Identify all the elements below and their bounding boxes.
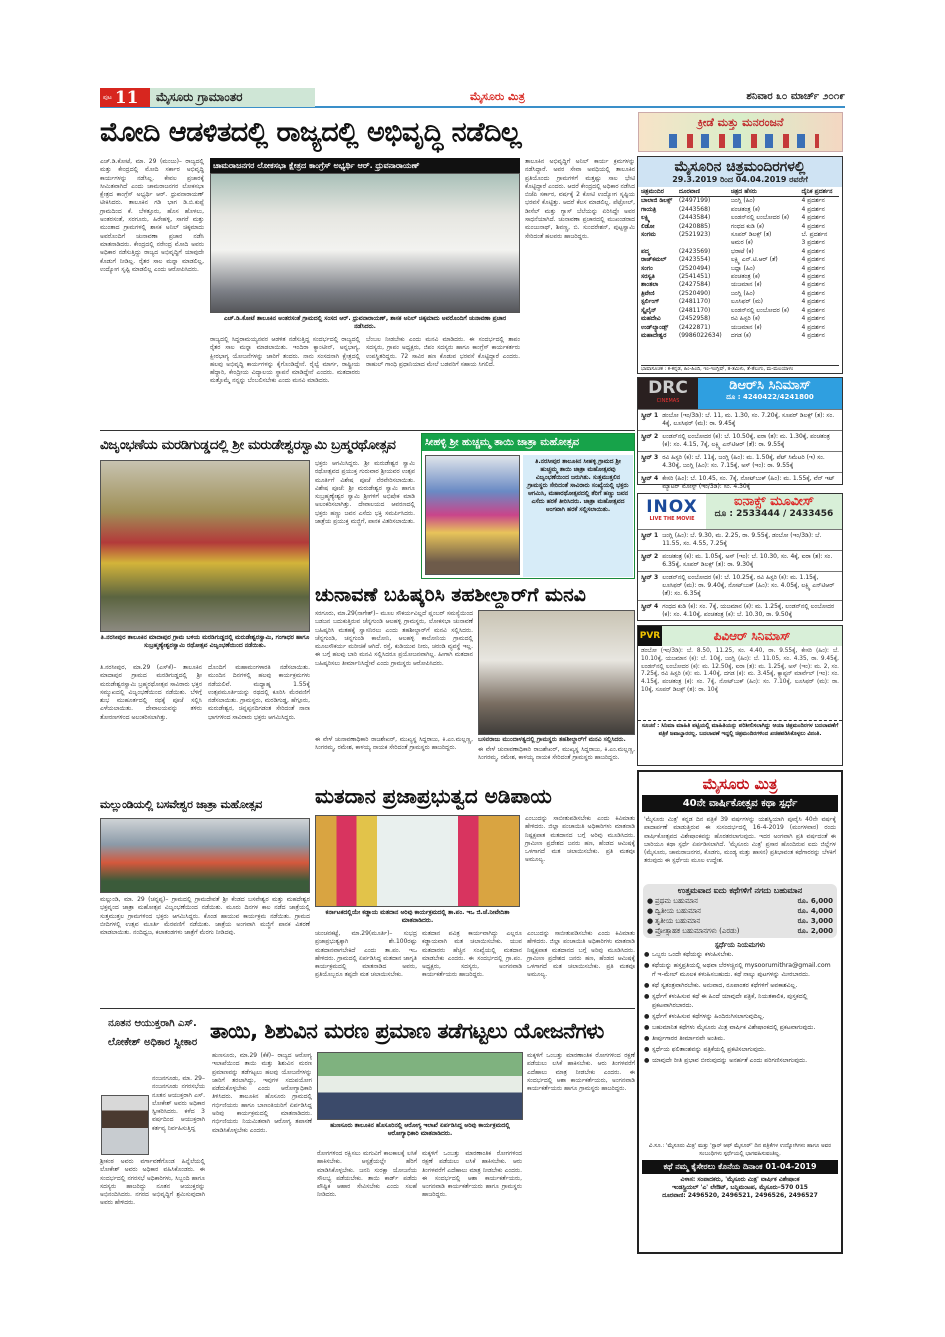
rule-item: [644, 1012, 836, 1021]
theatre-dates: 29.3.2019 ರಿಂದ 04.04.2019 ರವರೆಗೆ: [638, 175, 842, 187]
theatre-phone: (2423554): [678, 256, 711, 264]
bullet-icon: ●: [647, 917, 654, 925]
film-name: ಭರಾಟೆ (ಕ): [730, 247, 754, 255]
show-count: 4 ಪ್ರದರ್ಶನ: [801, 247, 825, 255]
theatre-name: ತ್ರಿವೇಣಿ: [641, 289, 655, 297]
drc-title: ಡಿಆರ್‌ಸಿ ಸಿನಿಮಾಸ್: [729, 378, 811, 393]
story-contest-box: [637, 770, 843, 1254]
voting-side: ಎಂಬುದನ್ನು ಸಾಬೀತುಪಡಿಸಬೇಕು ಎಂದು ಕಿವಿಮಾತು ಹೇಳಿದರು. ಜಿಲ್ಲಾ ಪಂಚಾಯಿತಿ ಅಧಿಕಾರಿಗಳು ಮಾತನಾಡಿ ನಿಷ್ಪಕ್ಷಪಾತ ಮತದಾನದ ಬಗ್ಗೆ ಅರಿವು ಮೂಡಿಸಿದರು. ಗ್ರಾಮೀಣ ಪ್ರದೇಶದ ಜನರು ಹಣ, ಹೆಂಡದ ಆಮಿಷಕ್ಕೆ ಒಳಗಾಗದೆ ಮತ ಚಲಾಯಿಸಬೇಕು. ಪ್ರತಿ ಮತವೂ ಅಮೂಲ್ಯ.: [525, 815, 635, 864]
theatre-row: [641, 248, 839, 256]
show-count: 3 ಪ್ರದರ್ಶನ: [801, 239, 825, 247]
prize-label: ತೃತೀಯ ಬಹುಮಾನ: [655, 917, 701, 925]
show-count: 4 ಪ್ರದರ್ಶನ: [801, 281, 825, 289]
seehalli-box: [421, 433, 635, 579]
divider: [100, 1008, 635, 1009]
address-line: ಇಂಡಸ್ಟ್ರಿಯಲ್ 'ಎ' ಲೇಔಟ್, ಬನ್ನಿಮಂಟಪ, ಮೈಸೂರು–570 015: [672, 1184, 808, 1191]
film-name: ಯಜಮಾನ (ಕ): [730, 281, 762, 289]
pvr-box: [637, 625, 843, 766]
show-count: 4 ಪ್ರದರ್ಶನ: [801, 264, 825, 272]
prize-amount: ರೂ. 6,000: [797, 897, 833, 905]
screen-label: ಸ್ಕ್ರೀನ್ 1: [641, 412, 659, 419]
screen-label: ಸ್ಕ್ರೀನ್ 3: [641, 454, 659, 461]
screen-row: [638, 571, 842, 600]
screen-label: ಸ್ಕ್ರೀನ್ 3: [641, 574, 659, 581]
contest-note: ವಿ.ಸೂ.: 'ಮೈಸೂರು ಮಿತ್ರ' ಮತ್ತು 'ಸ್ಟಾರ್ ಆಫ್ ಮೈಸೂರ್' ದಿನ ಪತ್ರಿಕೆಗಳ ಉದ್ಯೋಗಿಗಳು ಹಾಗೂ ಅವರ ಸಂಬಂಧಿಗಳು ಸ್ಪರ್ಧೆಯಲ್ಲಿ ಭಾಗವಹಿಸುವಂತಿಲ್ಲ.: [648, 1143, 832, 1157]
show-count: 4 ಪ್ರದರ್ಶನ: [801, 214, 825, 222]
boycott-caption: ಬಸವರಾಜು ಮುಂದಾಳತ್ವದಲ್ಲಿ ಗ್ರಾಮಸ್ಥರು ತಹಶೀಲ್ದಾರ್‌ಗೆ ಮನವಿ ಸಲ್ಲಿಸಿದರು.: [478, 736, 626, 743]
bullet-icon: ●: [644, 1057, 650, 1064]
inox-phone: ದೂ : 2533444 / 2433456: [714, 509, 834, 519]
theatre-row: [641, 256, 839, 264]
issue-date: ಶನಿವಾರ ೩೦ ಮಾರ್ಚ್ ೨೦೧೯: [746, 91, 845, 102]
theatre-phone: (2422871): [678, 323, 711, 331]
show-count: 4 ಪ್ರದರ್ಶನ: [801, 197, 825, 205]
page-number-box: [100, 88, 150, 107]
rule-text: ಯಾವುದೇ ರೀತಿ ಪ್ರಭಾವ ಬೀರುವುದನ್ನು ಅನರ್ಹತೆ ಎಂದು ಪರಿಗಣಿಸಲಾಗುವುದು.: [652, 1057, 808, 1064]
bullet-icon: ●: [644, 982, 650, 989]
film-name: ಪಂಚತಂತ್ರ (ಕ): [730, 273, 761, 281]
mallundi-photo: [100, 818, 310, 893]
boycott-body: ಸರಗೂರು, ಮಾ.29(ನಾಗೇಶ್)– ಮೂಲ ಸೌಕರ್ಯವಿಲ್ಲದೆ ಪ್ಲಂಬರ್ ಸಮಸ್ಯೆಯಿಂದ ಬಡಜನ ಬದುಕುತ್ತಿರುವ ಚೆನ್ನಗುಂಡಿ ಆಲಹಳ್ಳಿ ಗ್ರಾಮಸ್ಥರು, ಲೋಕಸಭಾ ಚುನಾವಣೆ ಬಹಿಷ್ಕರಿಸಿ ಮತಹಕ್ಕೆ ಸ್ವಾಸನಿರಲು ಎಂದು ತಹಶೀಲ್ದಾರ್‌ಗೆ ಮನವಿ ಸಲ್ಲಿಸಿದರು. ಚೆನ್ನಗುಂಡಿ, ಚನ್ನಗುಂಡಿ ಕಾಲೋನಿ, ಆಲಹಳ್ಳಿ ಕಾಲೋನಿಯ ಗ್ರಾಮದಲ್ಲಿ ಮೂಲಸೌಕರ್ಯ ಮರೀಚಿಕೆ ಆಗಿದೆ. ರಸ್ತೆ, ಕುಡಿಯುವ ನೀರು, ಚರಂಡಿ ವ್ಯವಸ್ಥೆ ಇಲ್ಲ. ಈ ಬಗ್ಗೆ ಹಲವು ಬಾರಿ ಮನವಿ ಸಲ್ಲಿಸಿದರೂ ಪ್ರಯೋಜನವಾಗಿಲ್ಲ. ಹೀಗಾಗಿ ಮತದಾನ ಬಹಿಷ್ಕರಿಸಲು ತೀರ್ಮಾನಿಸಿದ್ದೇವೆ ಎಂದು ಗ್ರಾಮಸ್ಥರು ಆರೋಪಿಸಿದರು.: [315, 610, 473, 667]
theatre-phone: (2443568): [678, 205, 711, 213]
theatre-name: ಉಡ್‌ಲ್ಯಾಂಡ್ಸ್: [641, 323, 669, 331]
col-phone: ದೂರವಾಣಿ: [678, 188, 700, 195]
inox-header: [638, 494, 842, 529]
theatre-phone: (2427584): [678, 281, 711, 289]
mallundi-headline: ಮಲ್ಲುಂಡಿಯಲ್ಲಿ ಬಸವೇಶ್ವರ ಜಾತ್ರಾ ಮಹೋತ್ಸವ: [100, 798, 262, 811]
pvr-title: ಪಿವಿಆರ್ ಸಿನಿಮಾಸ್: [713, 629, 791, 643]
col-film: ಚಿತ್ರದ ಹೆಸರು: [730, 188, 757, 195]
sports-figures-icon: [669, 134, 819, 148]
theatre-listing: [637, 156, 843, 374]
film-name: ಜಂಗ್ಲಿ (ಹಿಂ): [730, 197, 755, 205]
section-label: ಮೈಸೂರು ಗ್ರಾಮಾಂತರ: [150, 88, 315, 107]
screen-row: [638, 472, 842, 493]
bullet-icon: ●: [647, 907, 654, 915]
inox-logo: [638, 494, 706, 529]
theatre-row: [641, 307, 839, 315]
theatre-phone: (2452958): [678, 315, 711, 323]
rule-text: ಸ್ಪರ್ಧೆಗೆ ಕಳುಹಿಸುವ ಕಥೆಗಳನ್ನು ಹಿಂದಿರುಗಿಸಲಾಗುವುದಿಲ್ಲ.: [652, 1013, 765, 1020]
theatre-name: ಸಂಗಮ: [641, 231, 656, 239]
drc-header: [638, 378, 842, 409]
marudi-body-col2: ದೊಂದಿಗೆ ಮಹಾಮಂಗಳಾರತಿ ನಡೆಸಲಾಯಿತು. ಮುಂದಿನ ದಿನಗಳಲ್ಲಿ ಹಲವು ಕಾರ್ಯಕ್ರಮಗಳು ನಡೆಯಲಿವೆ. ಮಧ್ಯಾಹ್ನ 1.55ಕ್ಕೆ ಉತ್ಸವಮೂರ್ತಿಯನ್ನು ರಥದಲ್ಲಿ ಕೂರಿಸಿ ಮೆರವಣಿಗೆ ನಡೆಸಲಾಯಿತು. ಗ್ರಾಮಸ್ಥರು, ಮರಡಿಗುಡ್ಡ, ಹೆಗ್ಗೂರು, ಮರುಡೇಶ್ವರ, ಚಿನ್ನಪ್ಪನದಿಗಡಂತ ಸೇರಿದಂತೆ ನಾನಾ ಭಾಗಗಳಿಂದ ಸಾವಿರಾರು ಭಕ್ತರು ಆಗಮಿಸಿದ್ದರು.: [208, 664, 310, 721]
theatre-row: [641, 332, 839, 340]
show-count: 4 ಪ್ರದರ್ಶನ: [801, 306, 825, 314]
show-count: 4 ಪ್ರದರ್ಶನ: [801, 323, 825, 331]
prize-amount: ರೂ. 3,000: [797, 917, 833, 925]
mother-body2: ರೋಗಗಳಿಂದ ರಕ್ಷಿಸಲು ಮಗುವಿಗೆ ಕಾಲಕಾಲಕ್ಕೆ ಲಸಿಕೆ ಹಾಕಿಸಬೇಕು. ಆಸ್ಪತ್ರೆಯಲ್ಲೇ ಹೆರಿಗೆ ಮಾಡಿಸಿಕೊಳ್ಳಬೇಕು. ಜನನಿ ಸುರಕ್ಷಾ ಯೋಜನೆಯ ಸೌಲಭ್ಯ ಪಡೆಯಬೇಕು. ತಾಯಿ ಕಾರ್ಡ್ ಪಡೆದು ಪೌಷ್ಟಿಕ ಆಹಾರ ಸೇವಿಸಬೇಕು ಎಂದು ಸಲಹೆ ನೀಡಿದರು.: [317, 1150, 417, 1199]
screen-showtimes: ಲಂಡನ್‌ನಲ್ಲಿ ಲಂಬೋದರ (ಕ): ಬೆ. 10.50ಕ್ಕೆ, ಐರಾ (ತ): ಮ. 1.30ಕ್ಕೆ, ಪಂಚತಂತ್ರ (ಕ): ಸಂ. 4.15, 7ಕ್ಕೆ, ಲಕ್ಷ್ಮಿ ಎನ್‌ಟಿಆರ್ (ತೆ): ರಾ. 9.55ಕ್ಕೆ: [662, 433, 830, 448]
theatre-row: [641, 206, 839, 214]
lead-body-col2: ರಾಜ್ಯದಲ್ಲಿ ಸಿದ್ದರಾಮಯ್ಯನವರ ಆಡಳಿತ ನಡೆಸುತ್ತಿದ್ದ ಸಂದರ್ಭದಲ್ಲಿ ರಾಜ್ಯದಲ್ಲಿ ರೈತರ ಸಾಲ ಮನ್ನಾ ಮಾಡಲಾಯಿತು. ಇಂದಿರಾ ಕ್ಯಾಂಟೀನ್, ಅನ್ನಭಾಗ್ಯ, ಕ್ಷೀರಭಾಗ್ಯ ಯೋಜನೆಗಳನ್ನು ಜಾರಿಗೆ ತಂದರು. ನಾನು ಸಂಸದನಾಗಿ ಕ್ಷೇತ್ರದಲ್ಲಿ ಹಲವು ಅಭಿವೃದ್ಧಿ ಕಾರ್ಯಗಳನ್ನು ಕೈಗೊಂಡಿದ್ದೇನೆ. ರೈಲ್ವೆ ಮಾರ್ಗ, ರಾಷ್ಟ್ರೀಯ ಹೆದ್ದಾರಿ, ಕೇಂದ್ರೀಯ ವಿದ್ಯಾಲಯ ಸ್ಥಾಪನೆ ಮಾಡಿದ್ದೇನೆ ಎಂದರು. ಮತದಾರರು ಮತ್ತೊಮ್ಮೆ ನನ್ನನ್ನು ಬೆಂಬಲಿಸಬೇಕು ಎಂದು ಮನವಿ ಮಾಡಿದರು.: [210, 336, 360, 385]
theatre-name: ಮಹದೇವಿ: [641, 315, 661, 323]
film-name: ಸೂಪರ್ ಡಿಲಕ್ಸ್ (ತ): [730, 231, 772, 239]
theatre-name: ಸ್ಟರ್ಲಿಂಗ್: [641, 298, 660, 306]
boycott-body3: ಈ ವೇಳೆ ಚುನಾವಣಾಧಿಕಾರಿ ರಾಜಶೇಖರ್, ಮುಖ್ಯಸ್ಥ ಸಿದ್ದರಾಜು, ಕಿ.ಎಂ.ಮಲ್ಲಣ್ಣ, ಸಿಂಗರಮ್ಮ, ರಮೇಶ, ಕಾಳಯ್ಯ ನಾಯಕ ಸೇರಿದಂತೆ ಗ್ರಾಮಸ್ಥರು ಹಾಜರಿದ್ದರು.: [478, 746, 635, 762]
banner-title: ಕ್ರೀಡೆ ಮತ್ತು ಮನರಂಜನೆ: [697, 116, 784, 129]
mother-body3: ಮಕ್ಕಳಿಗೆ ಒಂಬತ್ತು ಮಾರಣಾಂತಿಕ ರೋಗಗಳಿಂದ ರಕ್ಷಣೆ ಪಡೆಯಲು ಲಸಿಕೆ ಹಾಕಿಸಬೇಕು. ಆರು ತಿಂಗಳವರೆಗೆ ಎದೆಹಾಲು ಮಾತ್ರ ನೀಡಬೇಕು ಎಂದರು. ಈ ಸಂದರ್ಭದಲ್ಲಿ ಆಶಾ ಕಾರ್ಯಕರ್ತೆಯರು, ಅಂಗನವಾಡಿ ಕಾರ್ಯಕರ್ತೆಯರು ಹಾಗೂ ಗ್ರಾಮಸ್ಥರು ಹಾಜರಿದ್ದರು.: [527, 1052, 635, 1093]
prize-label: ಪ್ರೋತ್ಸಾಹಕ ಬಹುಮಾನಗಳು (ಎರಡು): [655, 927, 740, 935]
show-count: 4 ಪ್ರದರ್ಶನ: [801, 315, 825, 323]
inox-box: [637, 493, 843, 621]
theatre-phone: (2520494): [678, 264, 711, 272]
mother-caption: ಹುಣಸೂರು ತಾಲೂಕಿನ ಹೊಸೂರಿನಲ್ಲಿ ಆರೋಗ್ಯ ಇಲಾಖೆ ಏರ್ಪಡಿಸಿದ್ದ ಅರಿವು ಕಾರ್ಯಕ್ರಮದಲ್ಲಿ ಆರೋಗ್ಯಾಧಿಕಾರಿ ಮಾತನಾಡಿದರು.: [330, 1122, 510, 1137]
theatre-name: ಮಹಾದೇಶ್ವರ: [641, 331, 667, 339]
theatre-name: ಲಕ್ಷ್ಮಿ: [641, 214, 650, 222]
screen-row: [638, 529, 842, 550]
theatre-row: [641, 231, 839, 239]
film-name: ಪಂಚತಂತ್ರ (ಕ): [730, 205, 761, 213]
theatre-name: ಶಾಂತಲಾ: [641, 281, 659, 289]
screen-showtimes: ಕೇಸರಿ (ಹಿಂ): ಬೆ. 10.45, ಸಂ. 7ಕ್ಕೆ, ನೋಟ್‌ಬುಕ್ (ಹಿಂ): ಮ. 1.55ಕ್ಕೆ, ವೆನ್ ಇಟ್ ಮ್ಯಾಟರ್ ಮೋಸ್ಟ್ (ಇಂ/3ಡಿ): ಸಂ. 4.30ಕ್ಕೆ: [662, 475, 835, 490]
screen-label: ಸ್ಕ್ರೀನ್ 2: [641, 433, 659, 440]
theatre-name: ಲಿಡೋ: [641, 222, 655, 230]
mother-headline: ತಾಯಿ, ಶಿಶುವಿನ ಮರಣ ಪ್ರಮಾಣ ತಡೆಗಟ್ಟಲು ಯೋಜನೆಗಳು: [210, 1019, 604, 1043]
film-name: ಲಂಡನ್‌ನಲ್ಲಿ ಲಂಬೋದರ (ಕ): [730, 214, 790, 222]
theatre-row: [641, 223, 839, 231]
screen-label: ಸ್ಕ್ರೀನ್ 4: [641, 603, 659, 610]
pvr-showtimes: ಡಂಬೋ (ಇಂ/3ಡಿ): ಬೆ. 8.50, 11.25, ಸಂ. 4.40, ರಾ. 9.55ಕ್ಕೆ, ಕೇಸರಿ (ಹಿಂ): ಬೆ. 10.10ಕ್ಕೆ, ಯಜಮಾನ (ಕ): ಬೆ. 10ಕ್ಕೆ, ಜಂಗ್ಲಿ (ಹಿಂ): ಬೆ. 11.05, ಸಂ. 4.35, ರಾ. 9.45ಕ್ಕೆ, ಲಂಡನ್‌ನಲ್ಲಿ ಲಂಬೋದರ (ಕ): ಮ. 12.50ಕ್ಕೆ, ಐರಾ (ತ): ಮ. 1.25ಕ್ಕೆ, ಅಸ್ (ಇಂ): ಮ. 2, ಸಂ. 7.25ಕ್ಕೆ, ರವಿ ಹಿಸ್ಟರಿ (ಕ): ಮ. 1.40ಕ್ಕೆ, ದಗಡ (ಕ): ಮ. 3.45ಕ್ಕೆ, ಕ್ಯಾಪ್ಟನ್ ಮಾರ್ವೆಲ್ (ಇಂ): ಸಂ. 4.15ಕ್ಕೆ, ಪಂಚತಂತ್ರ (ಕ): ಸಂ. 7ಕ್ಕೆ, ನೋಟ್‌ಬುಕ್ (ಹಿಂ): ಸಂ. 7.10ಕ್ಕೆ, ಲೂಸಿಫರ್ (ಮ): ರಾ. 10ಕ್ಕೆ, ಸೂಪರ್ ಡಿಲಕ್ಸ್ (ತ): ರಾ. 10ಕ್ಕೆ: [641, 648, 839, 693]
voting-body1: ಚುಂಚನಕಟ್ಟೆ, ಮಾ.29(ಮೂರ್ತಿ)– ಸುಭದ್ರ ಪ್ರಜಾಪ್ರಭುತ್ವಕ್ಕಾಗಿ ಶೇ.100ರಷ್ಟು ಮತದಾನವಾಗಬೇಕಿದೆ ಎಂದು ತಾ.ಪಂ. ಇಒ ಹೇಳಿದರು. ಗ್ರಾಮದಲ್ಲಿ ಏರ್ಪಡಿಸಿದ್ದ ಮತದಾನ ಜಾಗೃತಿ ಕಾರ್ಯಕ್ರಮದಲ್ಲಿ ಮಾತನಾಡಿದ ಅವರು, ಪ್ರತಿಯೊಬ್ಬರೂ ತಪ್ಪದೇ ಮತ ಚಲಾಯಿಸಬೇಕು.: [315, 930, 417, 979]
theatre-legend: ಭಾಷಾಸೂಚಕ : ಕ-ಕನ್ನಡ, ಹಿಂ-ಹಿಂದಿ, ಇಂ-ಇಂಗ್ಲಿಷ್, ತ-ತಮಿಳು, ತೆ-ತೆಲುಗು, ಮ-ಮಲಯಾಳಂ: [641, 365, 839, 372]
theatre-phone: (2541451): [678, 273, 711, 281]
voting-body3: ಎಂಬುದನ್ನು ಸಾಬೀತುಪಡಿಸಬೇಕು ಎಂದು ಕಿವಿಮಾತು ಹೇಳಿದರು. ಜಿಲ್ಲಾ ಪಂಚಾಯಿತಿ ಅಧಿಕಾರಿಗಳು ಮಾತನಾಡಿ ನಿಷ್ಪಕ್ಷಪಾತ ಮತದಾನದ ಬಗ್ಗೆ ಅರಿವು ಮೂಡಿಸಿದರು. ಗ್ರಾಮೀಣ ಪ್ರದೇಶದ ಜನರು ಹಣ, ಹೆಂಡದ ಆಮಿಷಕ್ಕೆ ಒಳಗಾಗದೆ ಮತ ಚಲಾಯಿಸಬೇಕು. ಪ್ರತಿ ಮತವೂ ಅಮೂಲ್ಯ.: [527, 930, 635, 979]
rule-item: [644, 950, 836, 959]
prize-row: [647, 916, 833, 926]
col-theatre: ಚಿತ್ರಮಂದಿರ: [641, 188, 664, 195]
rule-text: ಒಬ್ಬರು ಒಂದೇ ಕಥೆಯನ್ನು ಕಳುಹಿಸಬೇಕು.: [652, 951, 734, 958]
drc-logo: [638, 378, 698, 409]
divider: [100, 430, 635, 431]
rule-item: [644, 981, 836, 990]
screen-showtimes: ಲಂಡನ್‌ನಲ್ಲಿ ಲಂಬೋದರ (ಕ): ಬೆ. 10.25ಕ್ಕೆ, ರವಿ ಹಿಸ್ಟರಿ (ಕ): ಮ. 1.15ಕ್ಕೆ, ಲೂಸಿಫರ್ (ಮ): ರಾ. 9.40ಕ್ಕೆ, ನೋಟ್‌ಬುಕ್ (ಹಿಂ): ಸಂ. 4.05ಕ್ಕೆ, ಲಕ್ಷ್ಮಿ ಎನ್‌ಟಿಆರ್ (ತೆ): ಸಂ. 6.35ಕ್ಕೆ: [662, 574, 835, 597]
show-count: ಬೆ. ಪ್ರದರ್ಶನ: [801, 231, 828, 239]
bullet-icon: ●: [644, 1035, 650, 1042]
screen-showtimes: ಗಂಧದ ಕುಡಿ (ಕ): ಸಂ. 7ಕ್ಕೆ, ಯಜಮಾನ (ಕ): ಮ. 1.25ಕ್ಕೆ, ಲಂಡನ್‌ನಲ್ಲಿ ಲಂಬೋದರ (ಕ): ಸಂ. 4.10ಕ್ಕೆ, ಪಂಚತಂತ್ರ (ಕ): ಬೆ. 10.30, ರಾ. 9.50ಕ್ಕೆ: [662, 603, 835, 618]
screen-row: [638, 451, 842, 472]
marudi-photo: [100, 460, 310, 632]
theatre-phone: (2521923): [678, 231, 711, 239]
pvr-header: [638, 626, 842, 646]
screen-label: ಸ್ಕ್ರೀನ್ 2: [641, 553, 659, 560]
commissioner-body2: ಶ್ರೀಕಂಠ ಅವರು ವರ್ಗಾವಣೆಗೊಂಡ ಹಿನ್ನೆಲೆಯಲ್ಲಿ ಲೋಕೇಶ್ ಅವರು ಅಧಿಕಾರ ವಹಿಸಿಕೊಂಡರು. ಈ ಸಂದರ್ಭದಲ್ಲಿ ನಗರಸಭೆ ಅಧಿಕಾರಿಗಳು, ಸಿಬ್ಬಂದಿ ಹಾಗೂ ಸದಸ್ಯರು ಹಾಜರಿದ್ದು ನೂತನ ಆಯುಕ್ತರನ್ನು ಅಭಿನಂದಿಸಿದರು. ನಗರದ ಅಭಿವೃದ್ಧಿಗೆ ಶ್ರಮಿಸುವುದಾಗಿ ಅವರು ಹೇಳಿದರು.: [100, 1158, 205, 1207]
inox-logo-text: INOX: [646, 497, 698, 517]
theatre-phone: (2420885): [678, 222, 711, 230]
inox-title: ಐನಾಕ್ಸ್ ಮೂವೀಸ್: [734, 494, 814, 509]
drc-logo-text: DRC: [648, 378, 688, 398]
screen-label: ಸ್ಕ್ರೀನ್ 4: [641, 475, 659, 482]
voting-headline: ಮತದಾನ ಪ್ರಜಾಪ್ರಭುತ್ವದ ಅಡಿಪಾಯ: [315, 784, 552, 808]
lead-photo: [210, 173, 520, 313]
theatre-name: [641, 239, 679, 247]
bullet-icon: ●: [644, 993, 650, 1000]
prize-amount: ರೂ. 2,000: [797, 927, 833, 935]
theatre-name: ಬಾಲಾಜಿ ಡಿಲಕ್ಸ್: [641, 197, 673, 205]
show-count: 4 ಪ್ರದರ್ಶನ: [801, 256, 825, 264]
address-line: ವಿಳಾಸ: ಸಂಪಾದಕರು, 'ಮೈಸೂರು ಮಿತ್ರ' ವಾರ್ಷಿಕ ವಿಶೇಷಾಂಕ: [680, 1176, 800, 1183]
show-count: 4 ಪ್ರದರ್ಶನ: [801, 298, 825, 306]
theatre-row: [641, 239, 839, 247]
rule-text: ತೀರ್ಪುಗಾರರ ತೀರ್ಮಾನವೇ ಅಂತಿಮ.: [652, 1035, 726, 1042]
voting-caption: ಕರ್ನಾಟಕದಲ್ಲಿಯೇ ಕಡ್ಡಾಯ ಮತದಾನ ಅರಿವು ಕಾರ್ಯಕ್ರಮದಲ್ಲಿ ತಾ.ಪಂ. ಇಒ ಜಿ.ಜೆ.ನೀವೇದಿತಾ ಮಾತನಾಡಿದರು.: [325, 909, 510, 924]
lead-body-col4: ಬೆಂಬಲ ನೀಡಬೇಕು ಎಂದು ಮನವಿ ಮಾಡಿದರು. ಈ ಸಂದರ್ಭದಲ್ಲಿ ತಾಪಂ ಸದಸ್ಯರು, ಗ್ರಾಪಂ ಅಧ್ಯಕ್ಷರು, ಜಿಪಂ ಸದಸ್ಯರು ಹಾಗೂ ಕಾಂಗ್ರೆಸ್ ಕಾರ್ಯಕರ್ತರು ಉಪಸ್ಥಿತರಿದ್ದರು. 72 ಸಾವಿರ ಹಣ ಕೊಡುವ ಭರವಸೆ ಕೊಟ್ಟಿದ್ದಾರೆ ಎಂದರು. ರಾಹುಲ್ ಗಾಂಧಿ ಪ್ರಧಾನಿಯಾದ ಮೇಲೆ ಬಡವರಿಗೆ ಸಹಾಯ ಸಿಗಲಿದೆ.: [366, 336, 520, 368]
rule-item: [644, 1056, 836, 1065]
film-name: ಲಂಡನ್‌ನಲ್ಲಿ ಲಂಬೋದರ (ಕ): [730, 306, 790, 314]
col-shows: ದೈನಿಕ ಪ್ರದರ್ಶನ: [801, 188, 833, 195]
pvr-logo: PVR: [638, 626, 662, 646]
bullet-icon: ●: [647, 927, 654, 935]
drc-phone: ದೂ : 4240422/4241800: [726, 393, 814, 401]
film-name: ಗಂಧದ ಕುಡಿ (ಕ): [730, 222, 765, 230]
seehalli-photo: [425, 455, 520, 575]
theatre-row: [641, 290, 839, 298]
bullet-icon: ●: [644, 1024, 650, 1031]
theatre-phone: (2497199): [678, 197, 711, 205]
lead-body-col1: ಎಚ್.ಡಿ.ಕೋಟೆ, ಮಾ. 29 (ಮಂಜು)– ರಾಜ್ಯದಲ್ಲಿ ಮತ್ತು ಕೇಂದ್ರದಲ್ಲಿ ಮೋದಿ ಸರ್ಕಾರ ಅಭಿವೃದ್ಧಿ ಕಾರ್ಯಗಳನ್ನು ನಡೆಸಿಲ್ಲ. ಕೇವಲ ಪ್ರಚಾರಕ್ಕೆ ಸೀಮಿತವಾಗಿದೆ ಎಂದು ಚಾಮರಾಜನಗರ ಲೋಕಸಭಾ ಕ್ಷೇತ್ರದ ಕಾಂಗ್ರೆಸ್ ಅಭ್ಯರ್ಥಿ ಆರ್. ಧ್ರುವನಾರಾಯಣ್ ಟೀಕಿಸಿದರು. ತಾಲೂಕಿನ ಗಡಿ ಭಾಗ ಡಿ.ಬಿ.ಕುಪ್ಪೆ ಗ್ರಾಮದಿಂದ ಕೆ. ಬೆಳತ್ತೂರು, ಹೊಸ ಹೊಳಲು, ಅಂತರಸಂತೆ, ಸರಗೂರು, ಹಿರೇಹಳ್ಳಿ, ಸಾಗರೆ ಮತ್ತು ಮುಂತಾದ ಗ್ರಾಮಗಳಲ್ಲಿ ಶಾಸಕ ಅನಿಲ್ ಚಿಕ್ಕಮಾದು ಅವರೊಂದಿಗೆ ಚುನಾವಣಾ ಪ್ರಚಾರ ನಡೆಸಿ ಮಾತನಾಡಿದರು. ಕೇಂದ್ರದಲ್ಲಿ ನರೇಂದ್ರ ಮೋದಿ ಅವರು ಅಧಿಕಾರ ನಡೆಸುತ್ತಿದ್ದು ರಾಜ್ಯದ ಅಭಿವೃದ್ಧಿಗೆ ಯಾವುದೇ ಕೊಡುಗೆ ನೀಡಿಲ್ಲ. ರೈತರ ಸಾಲ ಮನ್ನಾ ಮಾಡಲಿಲ್ಲ, ಉದ್ಯೋಗ ಸೃಷ್ಟಿ ಮಾಡಲಿಲ್ಲ ಎಂದು ಆರೋಪಿಸಿದರು.: [100, 158, 204, 273]
drc-cinemas-box: [637, 377, 843, 490]
theatre-title: ಮೈಸೂರಿನ ಚಿತ್ರಮಂದಿರಗಳಲ್ಲಿ: [638, 157, 842, 175]
theatre-name: ಪದ್ಮ: [641, 247, 650, 255]
seehalli-headline: ಸೀಹಳ್ಳಿ ಶ್ರೀ ಹುಚ್ಚಮ್ಮ ತಾಯಿ ಜಾತ್ರಾ ಮಹೋತ್ಸವ: [422, 434, 634, 451]
rule-text: ಬಹುಮಾನಿತ ಕಥೆಗಳು ಮೈಸೂರು ಮಿತ್ರ ವಾರ್ಷಿಕ ವಿಶೇಷಾಂಕದಲ್ಲಿ ಪ್ರಕಟವಾಗುವುದು.: [652, 1024, 816, 1031]
masthead: ಮೈಸೂರು ಮಿತ್ರ: [470, 90, 525, 103]
theatre-row: [641, 214, 839, 222]
screen-showtimes: ಪಂಚತಂತ್ರ (ಕ): ಮ. 1.05ಕ್ಕೆ, ಅಸ್ (ಇಂ): ಬೆ. 10.30, ಸಂ. 4ಕ್ಕೆ, ಐರಾ (ತ): ಸಂ. 6.35ಕ್ಕೆ, ಸೂಪರ್ ಡಿಲಕ್ಸ್ (ತ): ರಾ. 9.30ಕ್ಕೆ: [662, 553, 833, 568]
voting-photo: [315, 815, 520, 907]
show-count: 4 ಪ್ರದರ್ಶನ: [801, 222, 825, 230]
contest-deadline: ಕಥೆ ನಮ್ಮ ಕೈಸೇರಲು ಕೊನೆಯ ದಿನಾಂಕ 01-04-2019: [642, 1160, 838, 1174]
screen-row: [638, 550, 842, 571]
theatre-phone: (9986022634): [678, 331, 722, 339]
bullet-icon: ●: [644, 1046, 650, 1053]
film-name: ದಗಡ (ಕ): [730, 331, 752, 339]
theatre-name: ಸರಸ್ವತಿ: [641, 273, 655, 281]
rule-text: ಸ್ಪರ್ಧೆಗೆ ಕಳುಹಿಸುವ ಕಥೆ ಈ ಹಿಂದೆ ಯಾವುದೇ ಪತ್ರಿಕೆ, ನಿಯತಕಾಲಿಕ, ಪುಸ್ತಕದಲ್ಲಿ ಪ್ರಕಟವಾಗಿರಬಾರದು.: [652, 993, 808, 1009]
contest-title: 40ನೇ ವಾರ್ಷಿಕೋತ್ಸವ ಕಥಾ ಸ್ಪರ್ಧೆ: [642, 795, 838, 812]
screen-row: [638, 409, 842, 430]
prize-title: ಉತ್ತಮವಾದ ಐದು ಕಥೆಗಳಿಗೆ ನಗದು ಬಹುಮಾನ: [677, 886, 803, 895]
show-count: 4 ಪ್ರದರ್ಶನ: [801, 205, 825, 213]
rule-text: ಸ್ಪರ್ಧೆಯ ಫಲಿತಾಂಶವನ್ನು ಪತ್ರಿಕೆಯಲ್ಲಿ ಪ್ರಕಟಿಸಲಾಗುವುದು.: [652, 1046, 766, 1053]
address-line: ದೂರವಾಣಿ: 2496520, 2496521, 2496526, 2496527: [662, 1192, 818, 1199]
theatre-phone: (2481170): [678, 306, 711, 314]
show-count: 4 ಪ್ರದರ್ಶನ: [801, 331, 825, 339]
prize-row: [647, 906, 833, 916]
film-name: ಲಕ್ಷ್ಮಿ ಎನ್.ಟಿ.ಆರ್ (ತೆ): [730, 256, 778, 264]
show-count: 4 ಪ್ರದರ್ಶನ: [801, 273, 825, 281]
seehalli-text: ತಿ.ನರಸೀಪುರ ತಾಲೂಕಿನ ಸೀಹಳ್ಳಿ ಗ್ರಾಮದ ಶ್ರೀ ಹುಚ್ಚಮ್ಮ ತಾಯಿ ಜಾತ್ರಾ ಮಹೋತ್ಸವವು ವಿಜೃಂಭಣೆಯಿಂದ ಜರುಗಿತು. ಸುತ್ತಮುತ್ತಲಿನ ಗ್ರಾಮಸ್ಥರು ಸೇರಿದಂತೆ ಸಾವಿರಾರು ಸಂಖ್ಯೆಯಲ್ಲಿ ಭಕ್ತರು ಆಗಮಿಸಿ, ಮಹಾರಥೋತ್ಸವದಲ್ಲಿ ತೆರಿಗೆ ಹಣ್ಣು ಜವನ ಎಸೆದು ಹರಕೆ ತೀರಿಸಿದರು. ಜಾತ್ರಾ ಮಹೋತ್ಸವದ ಅಂಗವಾಗಿ ಹರಕೆ ಸಲ್ಲಿಸಲಾಯಿತು.: [523, 455, 633, 577]
commissioner-portrait: [101, 1095, 149, 1155]
page-label: ಪುಟ: [103, 93, 112, 101]
prize-label: ದ್ವಿತೀಯ ಬಹುಮಾನ: [655, 907, 702, 915]
contest-intro: 'ಮೈಸೂರು ಮಿತ್ರ' ಕನ್ನಡ ದಿನ ಪತ್ರಿಕೆ 39 ವರ್ಷಗಳನ್ನು ಯಶಸ್ವಿಯಾಗಿ ಪೂರೈಸಿ 40ನೇ ವರ್ಷಕ್ಕೆ ಪಾದಾರ್ಪಣೆ ಮಾಡುತ್ತಿರುವ ಈ ಸುಸಂದರ್ಭದಲ್ಲಿ 16-4-2019 (ಮಂಗಳವಾರ) ರಂದು ವಾರ್ಷಿಕೋತ್ಸವದ ವಿಶೇಷಾಂಕವನ್ನು ಹೊರತರಲಾಗುವುದು. ಇದರ ಅಂಗವಾಗಿ ಪ್ರತಿ ವರ್ಷದಂತೆ ಈ ಬಾರಿಯೂ ಕಥಾ ಸ್ಪರ್ಧೆ ಏರ್ಪಡಿಸಲಾಗಿದೆ. 'ಮೈಸೂರು ಮಿತ್ರ' ಪ್ರಸಾರ ಹೊಂದಿರುವ ಐದು ಜಿಲ್ಲೆಗಳ (ಮೈಸೂರು, ಚಾಮರಾಜನಗರ, ಕೊಡಗು, ಮಂಡ್ಯ ಮತ್ತು ಹಾಸನ) ಪ್ರತಿಭಾವಂತ ಕಥೆಗಾರರನ್ನು ಬೆಳಕಿಗೆ ತರುವುದು ಈ ಸ್ಪರ್ಧೆಯ ಮೂಲ ಉದ್ದೇಶ.: [644, 816, 836, 865]
mallundi-body: ಮಲ್ಲುಂಡಿ, ಮಾ. 29 (ಚನ್ನಪ್ಪ)– ಗ್ರಾಮದಲ್ಲಿ ಗ್ರಾಮದೇವತೆ ಶ್ರೀ ಕೆಂಡದ ಬಸವೇಶ್ವರ ಮತ್ತು ಮಹದೇಶ್ವರ ಭಕ್ತವೃಂದ ಜಾತ್ರಾ ಮಹೋತ್ಸವ ವಿಜೃಂಭಣೆಯಿಂದ ನಡೆಯಿತು. ಮೂರು ದಿನಗಳ ಕಾಲ ನಡೆದ ಜಾತ್ರೆಯಲ್ಲಿ ಸುತ್ತಮುತ್ತಲ ಗ್ರಾಮಗಳಿಂದ ಭಕ್ತರು ಆಗಮಿಸಿದ್ದರು. ಕೊಂಡ ಹಾಯುವ ಕಾರ್ಯಕ್ರಮ ನಡೆಯಿತು. ಗ್ರಾಮದ ಬೀದಿಗಳಲ್ಲಿ ಉತ್ಸವ ಮೂರ್ತಿ ಮೆರವಣಿಗೆ ನಡೆಯಿತು. ಜಾತ್ರೆಯ ಅಂಗವಾಗಿ ಮಜ್ಜಿಗೆ ಪಾನಕ ವಿತರಣೆ ಮಾಡಲಾಯಿತು. ನಂದಿಧ್ವಜ, ಕಲಾತಂಡಗಳು ಜಾತ್ರೆಗೆ ಮೆರಗು ನೀಡಿದವು.: [100, 896, 310, 937]
bullet-icon: ●: [644, 951, 650, 958]
film-name: ಲೂಸಿಫರ್ (ಮ): [730, 298, 764, 306]
inox-logo-sub: LIVE THE MOVIE: [649, 516, 695, 522]
prize-row: [647, 896, 833, 906]
film-name: ರವಿ ಹಿಸ್ಟರಿ (ಕ): [730, 315, 760, 323]
commissioner-headline: ನೂತನ ಆಯುಕ್ತರಾಗಿ ಎಸ್. ಲೋಕೇಶ್ ಅಧಿಕಾರ ಸ್ವೀಕಾರ: [107, 1018, 198, 1048]
rule-item: [644, 1034, 836, 1043]
theatre-name: ಸಂಗಂ: [641, 264, 653, 272]
contest-brand-logo: ಮೈಸೂರು ಮಿತ್ರ: [702, 775, 778, 793]
marudi-body-col1: ತಿ.ನರಸೀಪುರ, ಮಾ.29 (ಎಸ್‌ಕೆ)– ತಾಲೂಕಿನ ಮಾದಾಪುರ ಗ್ರಾಮದ ಮರಡಿಗುಡ್ಡದಲ್ಲಿ ಶ್ರೀ ಮರುಡೇಶ್ವರಸ್ವಾಮಿ ಬ್ರಹ್ಮರಥೋತ್ಸವ ಸಾವಿರಾರು ಭಕ್ತರ ಸಮ್ಮುಖದಲ್ಲಿ ವಿಜೃಂಭಣೆಯಿಂದ ನಡೆಯಿತು. ಬೆಳಿಗ್ಗೆ ಶುಭ ಮುಹೂರ್ತದಲ್ಲಿ ರಥಕ್ಕೆ ಪೂಜೆ ಸಲ್ಲಿಸಿ ಎಳೆಯಲಾಯಿತು. ದೇವಾಲಯವನ್ನು ತಳಿರು ತೋರಣಗಳಿಂದ ಅಲಂಕರಿಸಲಾಗಿತ್ತು.: [100, 664, 202, 721]
marudi-headline: ವಿಜೃಂಭಣೆಯ ಮರಡಿಗುಡ್ಡದಲ್ಲಿ ಶ್ರೀ ಮರುಡೇಶ್ವರಸ್ವಾಮಿ ಬ್ರಹ್ಮರಥೋತ್ಸವ: [100, 437, 396, 453]
rule-text: ಕಥೆ ಸ್ವತಂತ್ರವಾಗಿರಬೇಕು. ಅನುವಾದ, ರೂಪಾಂತರ ಕಥೆಗಳಿಗೆ ಅವಕಾಶವಿಲ್ಲ.: [652, 982, 798, 989]
lead-body-col3: ತಾಲೂಕಿನ ಅಭಿವೃದ್ಧಿಗೆ ಅನಿಲ್ ಕಾರ್ಯ ಕ್ರಮಗಳನ್ನು ನಡೆಸಿದ್ದಾರೆ. ಅವರ ಸೇವಾ ಅವಧಿಯಲ್ಲಿ ತಾಲೂಕಿನ ಪ್ರತಿಯೊಂದು ಗ್ರಾಮಗಳಿಗೆ ಮತ್ತಷ್ಟು ಸಾಲ ಭೇಟಿ ಕೊಟ್ಟಿದ್ದಾರೆ ಎಂದರು. ಆದರೆ ಕೇಂದ್ರದಲ್ಲಿ ಅಧಿಕಾರ ನಡೆಸಿದ ಬಿಜೆಪಿ ಸರ್ಕಾರ, ವರ್ಷಕ್ಕೆ 2 ಕೋಟಿ ಉದ್ಯೋಗ ಸೃಷ್ಟಿಯ ಭರವಸೆ ಕೊಟ್ಟಿತ್ತು. ಆದರೆ ಕೆಲಸ ಮಾಡಲಿಲ್ಲ. ಪೆಟ್ರೋಲ್, ಡೀಸೆಲ್ ಮತ್ತು ಗ್ಯಾಸ್ ಬೆಲೆಯನ್ನು ಏರಿಸಿದ್ದೇ ಅವರ ಸಾಧನೆಯಾಗಿದೆ. ಚುನಾವಣಾ ಪ್ರಚಾರದಲ್ಲಿ ಮುಖಂಡರಾದ ಮಂಜುನಾಥ್, ಶಿವಣ್ಣ, ಬಿ. ಸುಂದರೇಶನ್, ಪುಟ್ಟಸ್ವಾಮಿ ಸೇರಿದಂತೆ ಹಲವರು ಹಾಜರಿದ್ದರು.: [525, 158, 635, 240]
marudi-body-right: ಭಕ್ತರು ಆಗಮಿಸಿದ್ದರು. ಶ್ರೀ ಮರುಡೇಶ್ವರ ಸ್ವಾಮಿ ರಥೋತ್ಸವದ ಪ್ರಯುಕ್ತ ಗುರುವಾರ ಶ್ರೀಯವರ ಉತ್ಸವ ಮೂರ್ತಿಗೆ ವಿಶೇಷ ಪೂಜೆ ನೆರವೇರಿಸಲಾಯಿತು. ವಿಶೇಷ ಪೂಜೆ: ಶ್ರೀ ಮರುಡೇಶ್ವರ ಸ್ವಾಮಿ ಹಾಗೂ ಸುಬ್ರಹ್ಮಣ್ಯೇಶ್ವರ ಸ್ವಾಮಿ ಶ್ರೀಗಳಿಗೆ ಅಭಿಷೇಕ ಮಾಡಿ ಅಲಂಕರಿಸಲಾಗಿತ್ತು. ದೇವಾಲಯದ ಆವರಣದಲ್ಲಿ ಭಕ್ತರು ಹಣ್ಣು ಜವನ ಎಸೆದು ಭಕ್ತಿ ಸಮರ್ಪಿಸಿದರು. ಜಾತ್ರೆಯ ಪ್ರಯುಕ್ತ ಮಜ್ಜಿಗೆ, ಪಾನಕ ವಿತರಿಸಲಾಯಿತು.: [315, 460, 415, 526]
screen-showtimes: ಡಂಬೋ (ಇಂ/3ಡಿ): ಬೆ. 11, ಮ. 1.30, ಸಂ. 7.20ಕ್ಕೆ, ಸೂಪರ್ ಡಿಲಕ್ಸ್ (ತ): ಸಂ. 4ಕ್ಕೆ, ಲೂಸಿಫರ್ (ಮ): ರಾ. 9.45ಕ್ಕೆ: [662, 412, 835, 427]
rule-item: [644, 961, 836, 979]
mother-photo: [317, 1052, 523, 1120]
theatre-name: ಸ್ಕೈಲೈನ್: [641, 306, 657, 314]
mother-body1: ಹುಣಸೂರು, ಮಾ.29 (ಕೆಕೆ)– ರಾಜ್ಯದ ಆರೋಗ್ಯ ಇಲಾಖೆಯಿಂದ ತಾಯಿ ಮತ್ತು ಶಿಶುವಿನ ಮರಣ ಪ್ರಮಾಣವನ್ನು ತಡೆಗಟ್ಟಲು ಹಲವು ಯೋಜನೆಗಳನ್ನು ಜಾರಿಗೆ ತರಲಾಗಿದ್ದು, ಇವುಗಳ ಸದುಪಯೋಗ ಪಡೆದುಕೊಳ್ಳಬೇಕು ಎಂದು ಆರೋಗ್ಯಾಧಿಕಾರಿ ತಿಳಿಸಿದರು. ತಾಲೂಕಿನ ಹೊಸೂರು ಗ್ರಾಮದಲ್ಲಿ ಗರ್ಭಿಣಿಯರು ಹಾಗೂ ಬಾಣಂತಿಯರಿಗೆ ಏರ್ಪಡಿಸಿದ್ದ ಅರಿವು ಕಾರ್ಯಕ್ರಮದಲ್ಲಿ ಮಾತನಾಡಿದರು. ಗರ್ಭಿಣಿಯರು ನಿಯಮಿತವಾಗಿ ಆರೋಗ್ಯ ತಪಾಸಣೆ ಮಾಡಿಸಿಕೊಳ್ಳಬೇಕು ಎಂದರು.: [212, 1052, 312, 1134]
mother-body2b: ಮಕ್ಕಳಿಗೆ ಒಂಬತ್ತು ಮಾರಣಾಂತಿಕ ರೋಗಗಳಿಂದ ರಕ್ಷಣೆ ಪಡೆಯಲು ಲಸಿಕೆ ಹಾಕಿಸಬೇಕು. ಆರು ತಿಂಗಳವರೆಗೆ ಎದೆಹಾಲು ಮಾತ್ರ ನೀಡಬೇಕು ಎಂದರು. ಈ ಸಂದರ್ಭದಲ್ಲಿ ಆಶಾ ಕಾರ್ಯಕರ್ತೆಯರು, ಅಂಗನವಾಡಿ ಕಾರ್ಯಕರ್ತೆಯರು ಹಾಗೂ ಗ್ರಾಮಸ್ಥರು ಹಾಜರಿದ್ದರು.: [422, 1150, 522, 1199]
boycott-body2: ಈ ವೇಳೆ ಚುನಾವಣಾಧಿಕಾರಿ ರಾಜಶೇಖರ್, ಮುಖ್ಯಸ್ಥ ಸಿದ್ದರಾಜು, ಕಿ.ಎಂ.ಮಲ್ಲಣ್ಣ, ಸಿಂಗರಮ್ಮ, ರಮೇಶ, ಕಾಳಯ್ಯ ನಾಯಕ ಸೇರಿದಂತೆ ಗ್ರಾಮಸ್ಥರು ಹಾಜರಿದ್ದರು.: [315, 736, 473, 752]
bullet-icon: ●: [644, 1013, 650, 1020]
screen-row: [638, 430, 842, 451]
show-count: 4 ಪ್ರದರ್ಶನ: [801, 289, 825, 297]
theatre-row: [641, 281, 839, 289]
voting-body2: ಮತದಾನ ಪವಿತ್ರ ಕಾರ್ಯವಾಗಿದ್ದು ಎಲ್ಲರೂ ಕಡ್ಡಾಯವಾಗಿ ಮತ ಚಲಾಯಿಸಬೇಕು. ಯುವ ಮತದಾರರು ಹೆಚ್ಚಿನ ಸಂಖ್ಯೆಯಲ್ಲಿ ಮತದಾನ ಮಾಡಬೇಕು ಎಂದರು. ಈ ಸಂದರ್ಭದಲ್ಲಿ ಗ್ರಾ.ಪಂ. ಅಧ್ಯಕ್ಷರು, ಸದಸ್ಯರು, ಅಂಗನವಾಡಿ ಕಾರ್ಯಕರ್ತೆಯರು ಹಾಜರಿದ್ದರು.: [422, 930, 522, 979]
theatre-phone: (2443584): [678, 214, 711, 222]
pvr-note: ಸೂಚನೆ : ಸಿನಿಮಾ ಮಾಹಿತಿ ಪಟ್ಟಿಯಲ್ಲಿ ಮಾಹಿತಿಯನ್ನು ಪರಿಶೀಲಿಸಲಾಗಿದ್ದು ಆಯಾ ಚಿತ್ರಮಂದಿರಗಳ ಬದಲಾವಣೆಗೆ ಪತ್ರಿಕೆ ಜವಾಬ್ದಾರರಲ್ಲ. ಬದಲಾವಣೆ ಇದ್ದಲ್ಲಿ ಚಿತ್ರಮಂದಿರಗಳಿಂದ ಖಚಿತಪಡಿಸಿಕೊಳ್ಳಲು ವಿನಂತಿ.: [638, 720, 842, 762]
theatre-row: [641, 324, 839, 332]
lead-caption: ಎಚ್.ಡಿ.ಕೋಟೆ ತಾಲೂಕಿನ ಅಂತರಸಂತೆ ಗ್ರಾಮದಲ್ಲಿ ಸಂಸದ ಆರ್. ಧ್ರುವನಾರಾಯಣ್, ಶಾಸಕ ಅನಿಲ್ ಚಿಕ್ಕಮಾದು ಅವರೊಂದಿಗೆ ಚುನಾವಣಾ ಪ್ರಚಾರ ನಡೆಸಿದರು.: [223, 315, 507, 330]
film-name: ಬದ್ಲಾ (ಹಿಂ): [730, 264, 755, 272]
bullet-icon: ●: [644, 962, 650, 969]
page-number: 11: [114, 87, 139, 108]
boycott-headline: ಚುನಾವಣೆ ಬಹಿಷ್ಕರಿಸಿ ತಹಶೀಲ್ದಾರ್‌ಗೆ ಮನವಿ: [315, 584, 586, 606]
sports-banner[interactable]: [638, 112, 843, 152]
bullet-icon: ●: [647, 897, 654, 905]
contest-address: [639, 1176, 841, 1200]
prize-box: [643, 884, 837, 938]
theatre-phone: (2481170): [678, 298, 711, 306]
screen-showtimes: ರವಿ ಹಿಸ್ಟರಿ (ಕ): ಬೆ. 11ಕ್ಕೆ, ಜಂಗ್ಲಿ (ಹಿಂ): ಮ. 1.50ಕ್ಕೆ, ಪೆಟ್ ಸಿಮೆಟರಿ (ಇ) ಸಂ. 4.30ಕ್ಕೆ, ಜಂಗ್ಲಿ (ಹಿಂ): ಸಂ. 7.15ಕ್ಕೆ, ಅಸ್ (ಇಂ): ರಾ. 9.55ಕ್ಕೆ: [662, 454, 825, 469]
film-name: ಯಜಮಾನ (ಕ): [730, 323, 762, 331]
rule-text: ಕಥೆಯನ್ನು ಹಸ್ತಪ್ರತಿಯಲ್ಲಿ ಅಥವಾ ಬೆರಳಚ್ಚಿನಲ್ಲಿ mysoorumithra@gmail.com ಗೆ ಇ-ಮೇಲ್ ಮೂಲಕ ಕಳುಹಿಸಬಹುದು. ಕಥೆ ನಾಲ್ಕು ಪುಟಗಳನ್ನು ಮೀರಬಾರದು.: [652, 962, 831, 978]
theatre-phone: (2520490): [678, 289, 711, 297]
rules-title: ಸ್ಪರ್ಧೆಯ ನಿಯಮಗಳು: [714, 941, 766, 949]
film-name: ಅಮರ (ಕ): [730, 239, 753, 247]
screen-label: ಸ್ಕ್ರೀನ್ 1: [641, 532, 659, 539]
rule-item: [644, 1023, 836, 1032]
theatre-row: [641, 298, 839, 306]
theatre-phone: [679, 239, 731, 247]
prize-row: [647, 926, 833, 936]
commissioner-body1: ನಂಜನಗೂಡು, ಮಾ. 29– ನಂಜನಗೂಡು ನಗರಸಭೆಯ ನೂತನ ಆಯುಕ್ತರಾಗಿ ಎಸ್. ಲೋಕೇಶ್ ಅವರು ಅಧಿಕಾರ ಸ್ವೀಕರಿಸಿದರು. ಕಳೆದ 3 ವರ್ಷದಿಂದ ಆಯುಕ್ತರಾಗಿ ಕರ್ತವ್ಯ ನಿರ್ವಹಿಸುತ್ತಿದ್ದ: [152, 1075, 205, 1132]
theatre-name: ರಾಜ್‌ಕಮಲ್: [641, 256, 667, 264]
theatre-row: [641, 273, 839, 281]
theatre-row: [641, 265, 839, 273]
theatre-row: [641, 315, 839, 323]
boycott-photo: [478, 610, 635, 735]
theatre-table-header: [641, 188, 839, 197]
rule-item: [644, 992, 836, 1010]
film-name: ಜಂಗ್ಲಿ (ಹಿಂ): [730, 289, 755, 297]
prize-amount: ರೂ. 4,000: [797, 907, 833, 915]
theatre-table: [641, 188, 839, 340]
theatre-name: ಗಾಯತ್ರಿ: [641, 205, 657, 213]
drc-logo-sub: CINEMAS: [656, 398, 680, 404]
screen-row: [638, 600, 842, 621]
prize-label: ಪ್ರಥಮ ಬಹುಮಾನ: [655, 897, 699, 905]
page-header: [100, 88, 845, 108]
screen-showtimes: ಜಂಗ್ಲಿ (ಹಿಂ): ಬೆ. 9.30, ಮ. 2.25, ರಾ. 9.55ಕ್ಕೆ, ಡಂಬೋ (ಇಂ/3ಡಿ): ಬೆ. 11.55, ಸಂ. 4.55, 7.25ಕ್ಕೆ: [662, 532, 822, 547]
theatre-phone: (2423569): [678, 247, 711, 255]
lead-headline: ಮೋದಿ ಆಡಳಿತದಲ್ಲಿ ರಾಜ್ಯದಲ್ಲಿ ಅಭಿವೃದ್ಧಿ ನಡೆದಿಲ್ಲ: [100, 117, 522, 148]
marudi-caption: ತಿ.ನರಸೀಪುರ ತಾಲೂಕಿನ ಮಾದಾಪುರ ಗ್ರಾಮ ಬಳಿಯ ಮರಡಿಗುಡ್ಡದಲ್ಲಿ ಮರುಡೇಶ್ವರಸ್ವಾಮಿ, ಗಂಗಾಧರ ಹಾಗೂ ಸುಬ್ರಹ್ಮಣ್ಯೇಶ್ವರಸ್ವಾಮಿ ರಥೋತ್ಸವ ವಿಜೃಂಭಣೆಯಿಂದ ನಡೆಯಿತು.: [100, 634, 310, 649]
rule-item: [644, 1045, 836, 1054]
lead-photo-title: ಚಾಮರಾಜನಗರ ಲೋಕಸಭಾ ಕ್ಷೇತ್ರದ ಕಾಂಗ್ರೆಸ್ ಅಭ್ಯರ್ಥಿ ಆರ್. ಧ್ರುವನಾರಾಯಣ್: [210, 158, 520, 173]
theatre-row: [641, 197, 839, 206]
